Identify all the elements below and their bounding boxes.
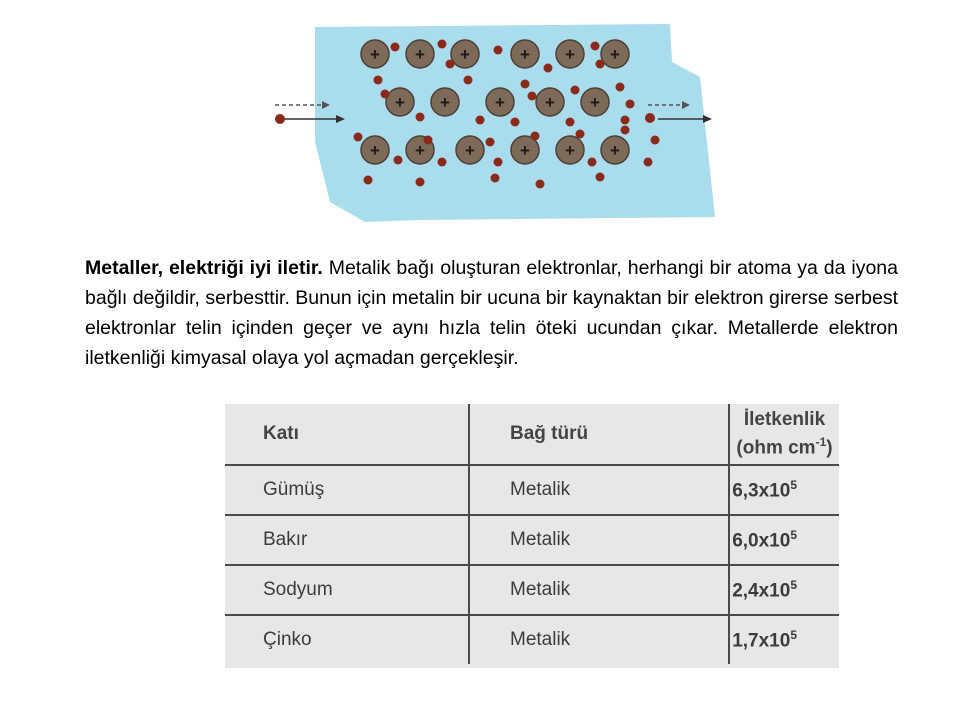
positive-ion [361, 136, 389, 164]
header-conductivity [729, 404, 839, 465]
free-electron [354, 133, 363, 142]
free-electron [446, 60, 455, 69]
free-electron [571, 86, 580, 95]
positive-ion [456, 136, 484, 164]
free-electron [576, 130, 585, 139]
cell-conductivity [729, 565, 839, 615]
free-electron [591, 42, 600, 51]
free-electron [621, 116, 630, 125]
header-unit-post: ) [826, 437, 833, 459]
cell-conductivity [729, 465, 839, 515]
free-electron [626, 100, 635, 109]
cell-bond: Metalik [469, 565, 729, 615]
header-unit-pre: (ohm cm [736, 437, 816, 459]
cell-conductivity [729, 615, 839, 664]
positive-ion-symbol: + [610, 141, 620, 160]
free-electron [494, 46, 503, 55]
description-paragraph [85, 253, 898, 373]
positive-ion [511, 40, 539, 68]
metal-lattice-illustration [270, 22, 720, 222]
header-conductivity-title: İletkenlik [743, 408, 826, 430]
paragraph-lead: Metaller, elektriği iyi iletir. [85, 257, 323, 279]
free-electron [416, 113, 425, 122]
free-electron [521, 80, 530, 89]
free-electron [494, 158, 503, 167]
cell-solid: Sodyum [225, 565, 469, 615]
free-electron [511, 118, 520, 127]
positive-ion [601, 136, 629, 164]
positive-ion-symbol: + [370, 141, 380, 160]
table-row [225, 515, 839, 565]
free-electron [416, 178, 425, 187]
free-electron [596, 173, 605, 182]
paragraph-body: Metalik bağı oluşturan elektronlar, herhangi bir atoma ya da iyona bağlı değildir, serbesttir. Bunun için metalin bir ucuna bir kaynaktan bir elektron girerse serbest elektronlar telin içinden geçer ve aynı hızla telin öteki ucundan çıkar. Metallerde elektron iletkenliği kimyasal olaya yol açmadan gerçekleşir. [85, 257, 898, 369]
free-electron [528, 92, 537, 101]
positive-ion [536, 88, 564, 116]
table-header-row [225, 404, 839, 465]
positive-ion [556, 40, 584, 68]
positive-ion-symbol: + [565, 45, 575, 64]
free-electron [438, 158, 447, 167]
cell-conductivity [729, 515, 839, 565]
positive-ion-symbol: + [590, 93, 600, 112]
conductivity-table [225, 404, 839, 664]
positive-ion [581, 88, 609, 116]
conductivity-mantissa: 1,7x10 [732, 630, 791, 652]
conductivity-mantissa: 2,4x10 [732, 580, 791, 602]
positive-ion [601, 40, 629, 68]
positive-ion [386, 88, 414, 116]
positive-ion-symbol: + [460, 45, 470, 64]
header-solid: Katı [225, 404, 469, 465]
cell-bond: Metalik [469, 515, 729, 565]
free-electron [381, 90, 390, 99]
free-electron [491, 174, 500, 183]
cell-solid: Bakır [225, 515, 469, 565]
free-electron [531, 132, 540, 141]
table-row [225, 465, 839, 515]
outgoing-electron [645, 113, 655, 123]
cell-bond: Metalik [469, 465, 729, 515]
conductivity-exponent: 5 [790, 527, 797, 542]
free-electron [621, 126, 630, 135]
table-row [225, 615, 839, 664]
table-row [225, 565, 839, 615]
cell-bond: Metalik [469, 615, 729, 664]
conductivity-mantissa: 6,0x10 [732, 530, 791, 552]
free-electron [438, 40, 447, 49]
conductivity-table-container [225, 404, 839, 668]
free-electron [394, 156, 403, 165]
free-electron [374, 76, 383, 85]
positive-ion [406, 40, 434, 68]
positive-ion [556, 136, 584, 164]
free-electron [544, 64, 553, 73]
free-electron [644, 158, 653, 167]
positive-ion [486, 88, 514, 116]
cell-solid: Çinko [225, 615, 469, 664]
positive-ion-symbol: + [415, 141, 425, 160]
free-electron [616, 83, 625, 92]
free-electron [486, 138, 495, 147]
positive-ion-symbol: + [520, 141, 530, 160]
positive-ion-symbol: + [545, 93, 555, 112]
free-electron [464, 76, 473, 85]
free-electron [391, 43, 400, 52]
free-electron [596, 60, 605, 69]
positive-ion-symbol: + [495, 93, 505, 112]
free-electron [424, 136, 433, 145]
incoming-electron [275, 114, 285, 124]
positive-ion-symbol: + [565, 141, 575, 160]
positive-ion [431, 88, 459, 116]
positive-ion-symbol: + [440, 93, 450, 112]
free-electron [364, 176, 373, 185]
positive-ion [361, 40, 389, 68]
positive-ion-symbol: + [610, 45, 620, 64]
free-electron [536, 180, 545, 189]
conductivity-exponent: 5 [790, 577, 797, 592]
conductivity-exponent: 5 [790, 627, 797, 642]
positive-ion [451, 40, 479, 68]
conductivity-exponent: 5 [790, 477, 797, 492]
free-electron [566, 118, 575, 127]
positive-ion-symbol: + [395, 93, 405, 112]
header-bond-type: Bağ türü [469, 404, 729, 465]
free-electron [588, 158, 597, 167]
positive-ion-symbol: + [520, 45, 530, 64]
output-arrow-lower-head [703, 115, 712, 123]
cell-solid: Gümüş [225, 465, 469, 515]
free-electron [651, 136, 660, 145]
positive-ion-symbol: + [370, 45, 380, 64]
positive-ion-symbol: + [465, 141, 475, 160]
conductivity-mantissa: 6,3x10 [732, 480, 791, 502]
free-electron [476, 116, 485, 125]
positive-ion-symbol: + [415, 45, 425, 64]
header-unit-sup: -1 [815, 434, 827, 449]
